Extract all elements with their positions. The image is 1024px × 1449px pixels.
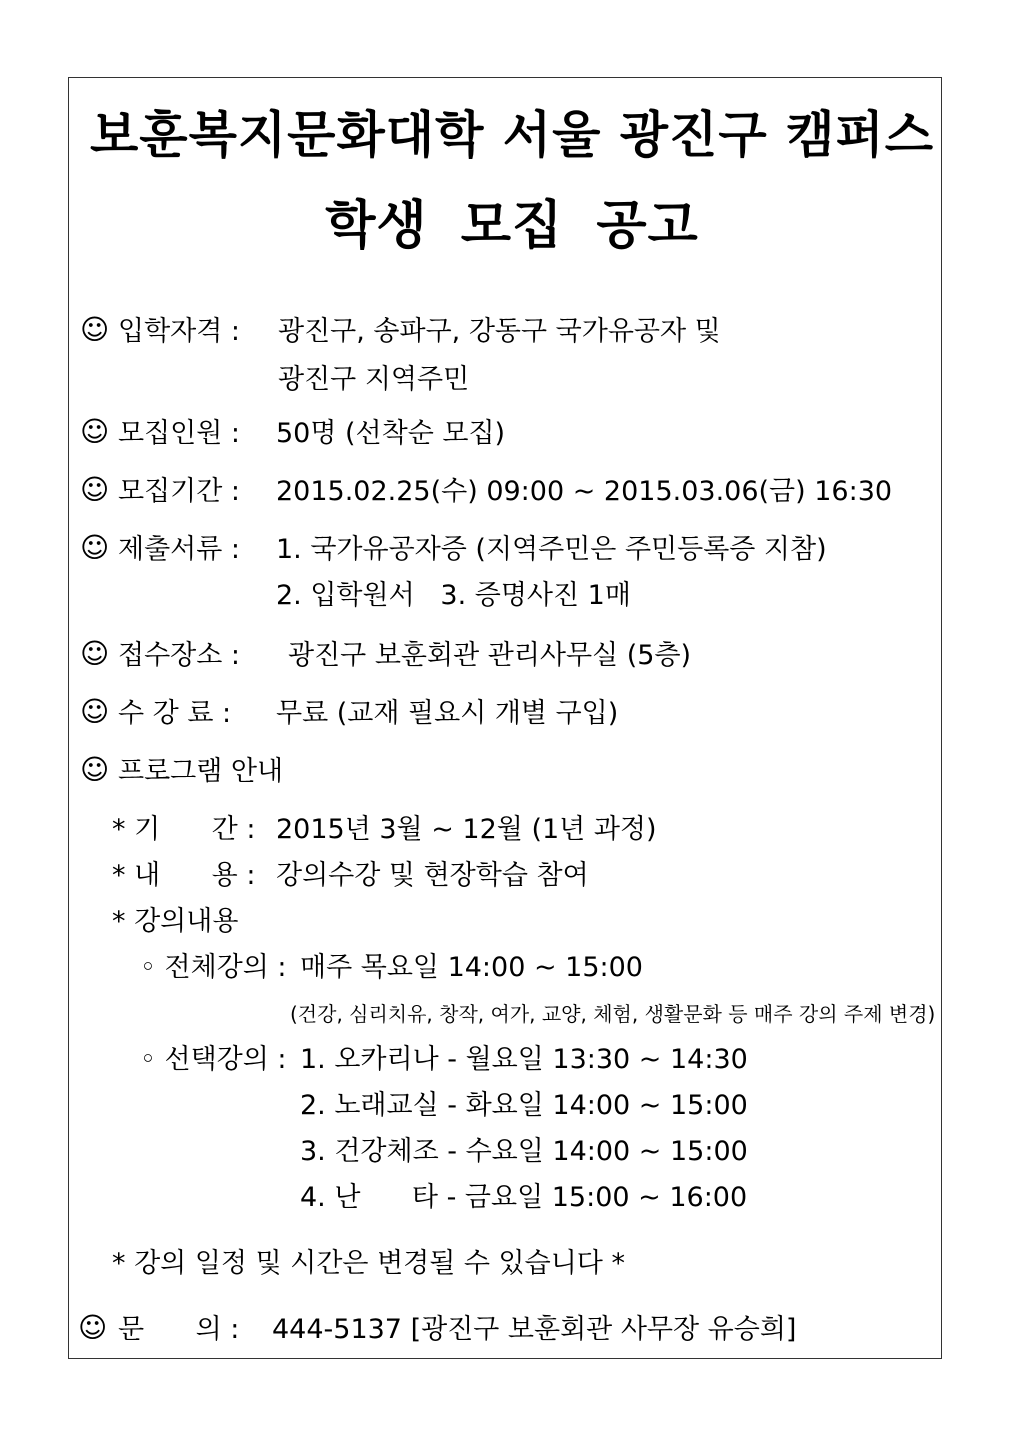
elective-item: 3. 건강체조 - 수요일 14:00 ~ 15:00 (300, 1136, 748, 1167)
general-lecture-value: 매주 목요일 14:00 ~ 15:00 (300, 952, 643, 983)
program-term-value: 2015년 3월 ~ 12월 (1년 과정) (276, 814, 657, 845)
elective-item: 4. 난 타 - 금요일 15:00 ~ 16:00 (300, 1182, 748, 1213)
documents-value-line1: 1. 국가유공자증 (지역주민은 주민등록증 지참) (276, 534, 827, 565)
elective-item: 1. 오카리나 - 월요일 13:30 ~ 14:30 (300, 1044, 748, 1075)
documents-label: 제출서류 : (118, 534, 241, 565)
smiley-icon: ☺ (80, 415, 110, 448)
program-content-value: 강의수강 및 현장학습 참여 (276, 860, 589, 891)
smiley-icon: ☺ (80, 753, 110, 786)
contact-value: 444-5137 [광진구 보훈회관 사무장 유승희] (272, 1314, 797, 1345)
program-lectures-heading: * 강의내용 (112, 906, 239, 937)
elective-item: 2. 노래교실 - 화요일 14:00 ~ 15:00 (300, 1090, 748, 1121)
title-line2: 학생 모집 공고 (325, 196, 699, 256)
quota-value: 50명 (선착순 모집) (276, 418, 506, 449)
period-value: 2015.02.25(수) 09:00 ~ 2015.03.06(금) 16:30 (276, 476, 893, 507)
location-label: 접수장소 : (118, 640, 241, 671)
quota-label: 모집인원 : (118, 418, 241, 449)
schedule-notice: * 강의 일정 및 시간은 변경될 수 있습니다 * (112, 1248, 625, 1279)
general-lecture-note: (건강, 심리치유, 창작, 여가, 교양, 체험, 생활문화 등 매주 강의 주제 변경) (290, 1002, 936, 1026)
elective-lecture-label: ◦ 선택강의 : (140, 1044, 287, 1075)
smiley-icon: ☺ (80, 695, 110, 728)
admission-value-line1: 광진구, 송파구, 강동구 국가유공자 및 (278, 316, 721, 347)
documents-value-line2: 2. 입학원서 3. 증명사진 1매 (276, 580, 631, 611)
fee-label: 수 강 료 : (118, 698, 232, 729)
fee-value: 무료 (교재 필요시 개별 구입) (276, 698, 619, 729)
location-value: 광진구 보훈회관 관리사무실 (5층) (288, 640, 692, 671)
smiley-icon: ☺ (80, 531, 110, 564)
smiley-icon: ☺ (80, 473, 110, 506)
smiley-icon: ☺ (80, 637, 110, 670)
admission-value-line2: 광진구 지역주민 (278, 364, 470, 395)
general-lecture-label: ◦ 전체강의 : (140, 952, 287, 983)
period-label: 모집기간 : (118, 476, 241, 507)
admission-label: 입학자격 : (118, 316, 241, 347)
smiley-icon: ☺ (80, 313, 110, 346)
smiley-icon: ☺ (78, 1311, 108, 1344)
program-content-label: * 내 용 : (112, 860, 256, 891)
title-line1: 보훈복지문화대학 서울 광진구 캠퍼스 (89, 106, 935, 164)
program-heading: 프로그램 안내 (118, 756, 284, 787)
contact-label: 문 의 : (118, 1314, 240, 1345)
program-term-label: * 기 간 : (112, 814, 256, 845)
